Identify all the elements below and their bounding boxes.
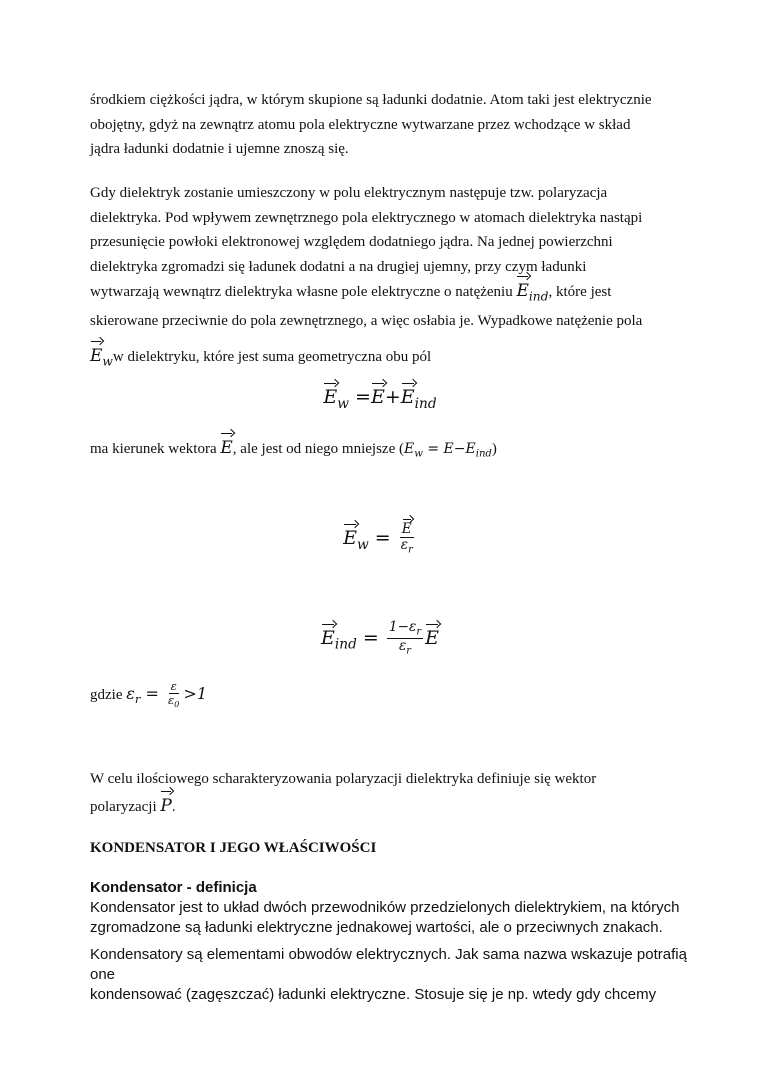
fraction: $\frac{1-\varepsilon_r}{\varepsilon_r}$ [388, 619, 422, 657]
magnitude-equation: $E_w = E-E_{ind}$ [404, 441, 492, 460]
vector-E-ind: $E_{ind}$ [516, 281, 549, 304]
where-line: gdzie $\varepsilon_r$ = $\frac{\varepsilon}{\varepsilon_0}$ >1 [90, 679, 207, 709]
text-line: jądra ładunki dodatnie i ujemne znoszą się. [90, 141, 349, 157]
text-line: kondensować (zagęszczać) ładunki elektryczne. Stosuje się je np. wtedy gdy chcemy [90, 986, 657, 1003]
paragraph-atom [90, 88, 672, 162]
paragraph-polarization-vector [90, 767, 672, 792]
fraction: $\frac{E}{\varepsilon_r}$ [400, 521, 413, 556]
text-line: środkiem ciężkości jądra, w którym skupione są ładunki dodatnie. Atom taki jest elektrycznie [90, 92, 652, 108]
equation-Eind: $E_{ind}$ = $\frac{1-\varepsilon_r}{\varepsilon_r}$ E [321, 619, 439, 657]
definition-block [90, 878, 690, 938]
text-line: obojętny, gdyż na zewnątrz atomu pola elektryczne wytwarzane przez wchodzące w skład [90, 116, 631, 133]
text-line: Kondensatory są elementami obwodów elektrycznych. Jak sama nazwa wskazuje potrafią one [90, 946, 687, 983]
text-line: w dielektryku, które jest suma geometryczna obu pól [112, 349, 432, 365]
text-line: , które jest [548, 284, 612, 300]
subsection-heading: Kondensator - definicja [90, 879, 257, 896]
equation-sum: $E_w =E+E_{ind}$ [323, 386, 437, 412]
vector-E: E [220, 438, 232, 458]
epsilon-relation: $\varepsilon_r$ = $\frac{\varepsilon}{\varepsilon_0}$ >1 [126, 679, 207, 709]
text-line: zgromadzone są ładunki elektryczne jednakowej wartości, ale o przeciwnych znakach. [90, 919, 663, 936]
vector-E-w: $E_w$ [90, 346, 113, 369]
text-line: dielektryka zgromadzi się ładunek dodatni a na drugiej ujemny, przy czym ładunki [90, 258, 587, 275]
paragraph-line-Ew [90, 344, 672, 374]
paragraph-polarization [90, 181, 672, 333]
text-line: Kondensator jest to układ dwóch przewodników przedzielonych dielektrykiem, na których [90, 899, 680, 916]
text-line: W celu ilościowego scharakteryzowania polaryzacji dielektryka definiuje się wektor [90, 771, 597, 787]
paragraph-polarization-vector-2: polaryzacji P. [90, 794, 672, 820]
text-line: skierowane przeciwnie do pola zewnętrznego, a więc osłabia je. Wypadkowe natężenie pola [90, 312, 643, 329]
fraction: $\frac{\varepsilon}{\varepsilon_0}$ [167, 679, 180, 709]
section-heading: KONDENSATOR I JEGO WŁAŚCIWOŚCI [90, 840, 377, 856]
equation-Ew: $E_w$ = $\frac{E}{\varepsilon_r}$ [343, 521, 413, 556]
vector-P: P [160, 796, 171, 816]
paragraph-capacitors [90, 945, 690, 1005]
text-line: Gdy dielektryk zostanie umieszczony w polu elektrycznym następuje tzw. polaryzacja [90, 185, 608, 201]
direction-line: ma kierunek wektora E, ale jest od niego mniejsze $(E_w = E-E_{ind})$ [90, 438, 497, 460]
text-line: dielektryka. Pod wpływem zewnętrznego pola elektrycznego w atomach dielektryka nastąpi [90, 209, 643, 226]
text-line: przesunięcie powłoki elektronowej względem dodatniego jądra. Na jednej powierzchni [90, 234, 613, 250]
text-line: wytwarzają wewnątrz dielektryka własne pole elektryczne o natężeniu [90, 284, 513, 300]
